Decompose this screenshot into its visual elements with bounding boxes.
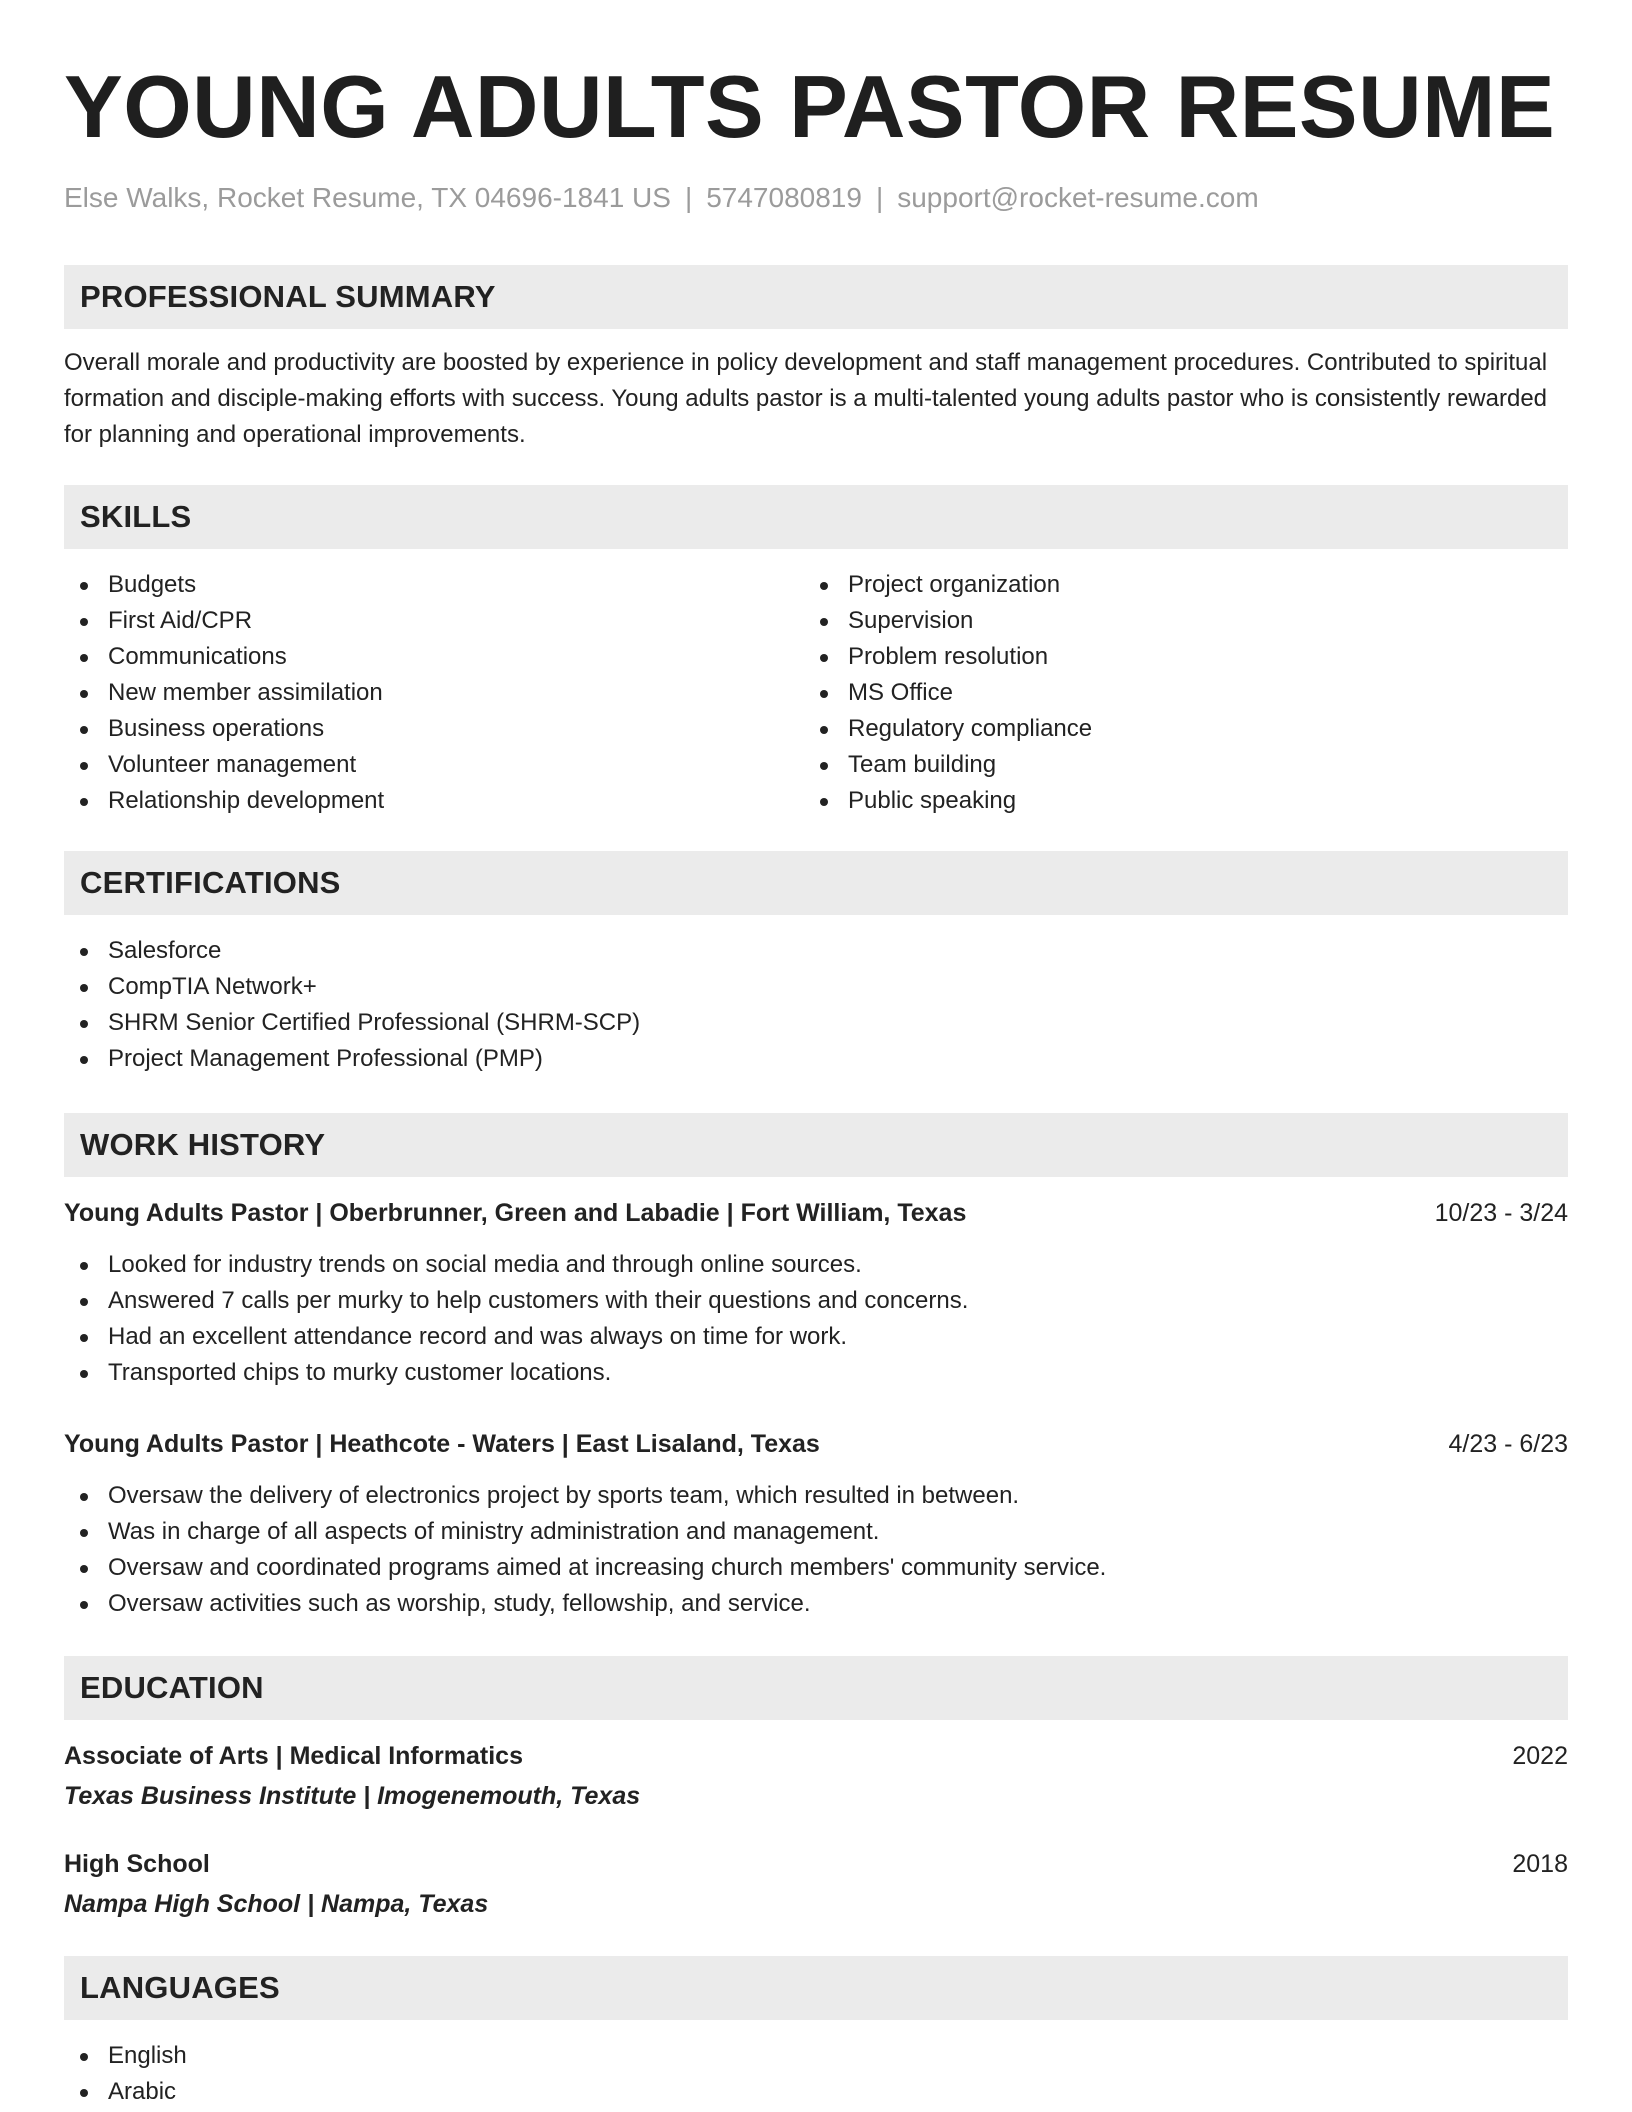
education-school: Texas Business Institute | Imogenemouth, Texas: [64, 1781, 641, 1810]
certification-item: Project Management Professional (PMP): [64, 1041, 1568, 1077]
job-bullet: Oversaw activities such as worship, study, fellowship, and service.: [64, 1586, 1568, 1622]
skill-item: Communications: [64, 639, 804, 675]
job-bullet: Had an excellent attendance record and was always on time for work.: [64, 1319, 1568, 1355]
job-header: [64, 1195, 1568, 1231]
languages-heading: LANGUAGES: [64, 1956, 1568, 2020]
summary-text: Overall morale and productivity are boosted by experience in policy development and staff management procedures. Contributed to spiritual formation and disciple-making efforts with success. Young adults pastor is a multi-talented young adults pastor who is consistently rewarded for planning and operational improvements.: [64, 348, 1548, 448]
work-history-heading: WORK HISTORY: [64, 1113, 1568, 1177]
language-item: English: [64, 2038, 1568, 2074]
job-dates: 10/23 - 3/24: [1434, 1198, 1568, 1227]
education-header: [64, 1738, 1568, 1774]
summary-heading: PROFESSIONAL SUMMARY: [64, 265, 1568, 329]
skill-item: Business operations: [64, 711, 804, 747]
job-bullets: [64, 1247, 1568, 1391]
certification-item: SHRM Senior Certified Professional (SHRM-SCP): [64, 1005, 1568, 1041]
education-heading: EDUCATION: [64, 1656, 1568, 1720]
skill-item: Team building: [804, 747, 1544, 783]
job-bullet: Oversaw the delivery of electronics project by sports team, which resulted in between.: [64, 1478, 1568, 1514]
certifications-heading: CERTIFICATIONS: [64, 851, 1568, 915]
skill-item: Supervision: [804, 603, 1544, 639]
skills-heading: SKILLS: [64, 485, 1568, 549]
job-bullet: Answered 7 calls per murky to help customers with their questions and concerns.: [64, 1283, 1568, 1319]
contact-phone: 5747080819: [706, 182, 862, 213]
resume-title: YOUNG ADULTS PASTOR RESUME: [64, 57, 1556, 156]
education-school: Nampa High School | Nampa, Texas: [64, 1889, 489, 1918]
skills-column-right: [804, 567, 1544, 819]
skill-item: Problem resolution: [804, 639, 1544, 675]
education-entry: [64, 1846, 1568, 1922]
skills-column-left: [64, 567, 804, 819]
skill-item: Budgets: [64, 567, 804, 603]
skill-item: Regulatory compliance: [804, 711, 1544, 747]
certifications-list: [64, 933, 1568, 1077]
job-entry: [64, 1426, 1568, 1622]
skill-item: Project organization: [804, 567, 1544, 603]
job-bullet: Was in charge of all aspects of ministry administration and management.: [64, 1514, 1568, 1550]
job-bullet: Looked for industry trends on social media and through online sources.: [64, 1247, 1568, 1283]
certification-item: Salesforce: [64, 933, 1568, 969]
job-bullet: Transported chips to murky customer locations.: [64, 1355, 1568, 1391]
job-header: [64, 1426, 1568, 1462]
job-dates: 4/23 - 6/23: [1448, 1429, 1568, 1458]
job-title: Young Adults Pastor | Heathcote - Waters | East Lisaland, Texas: [64, 1429, 820, 1458]
skill-item: MS Office: [804, 675, 1544, 711]
job-bullet: Oversaw and coordinated programs aimed at increasing church members' community service.: [64, 1550, 1568, 1586]
skills-grid: [64, 567, 1568, 819]
education-entry: [64, 1738, 1568, 1814]
education-year: 2018: [1512, 1849, 1568, 1878]
languages-list: [64, 2038, 1568, 2110]
skill-item: First Aid/CPR: [64, 603, 804, 639]
skill-item: Relationship development: [64, 783, 804, 819]
education-year: 2022: [1512, 1741, 1568, 1770]
job-title: Young Adults Pastor | Oberbrunner, Green and Labadie | Fort William, Texas: [64, 1198, 967, 1227]
job-bullets: [64, 1478, 1568, 1622]
education-degree: Associate of Arts | Medical Informatics: [64, 1741, 523, 1770]
education-header: [64, 1846, 1568, 1882]
skill-item: New member assimilation: [64, 675, 804, 711]
job-entry: [64, 1195, 1568, 1391]
contact-address: Else Walks, Rocket Resume, TX 04696-1841 US: [64, 182, 671, 213]
skill-item: Volunteer management: [64, 747, 804, 783]
language-item: Arabic: [64, 2074, 1568, 2110]
contact-email: support@rocket-resume.com: [897, 182, 1259, 213]
contact-line: [64, 181, 1568, 215]
certification-item: CompTIA Network+: [64, 969, 1568, 1005]
contact-separator: |: [684, 182, 693, 213]
skill-item: Public speaking: [804, 783, 1544, 819]
education-degree: High School: [64, 1849, 210, 1878]
contact-separator: |: [875, 182, 884, 213]
